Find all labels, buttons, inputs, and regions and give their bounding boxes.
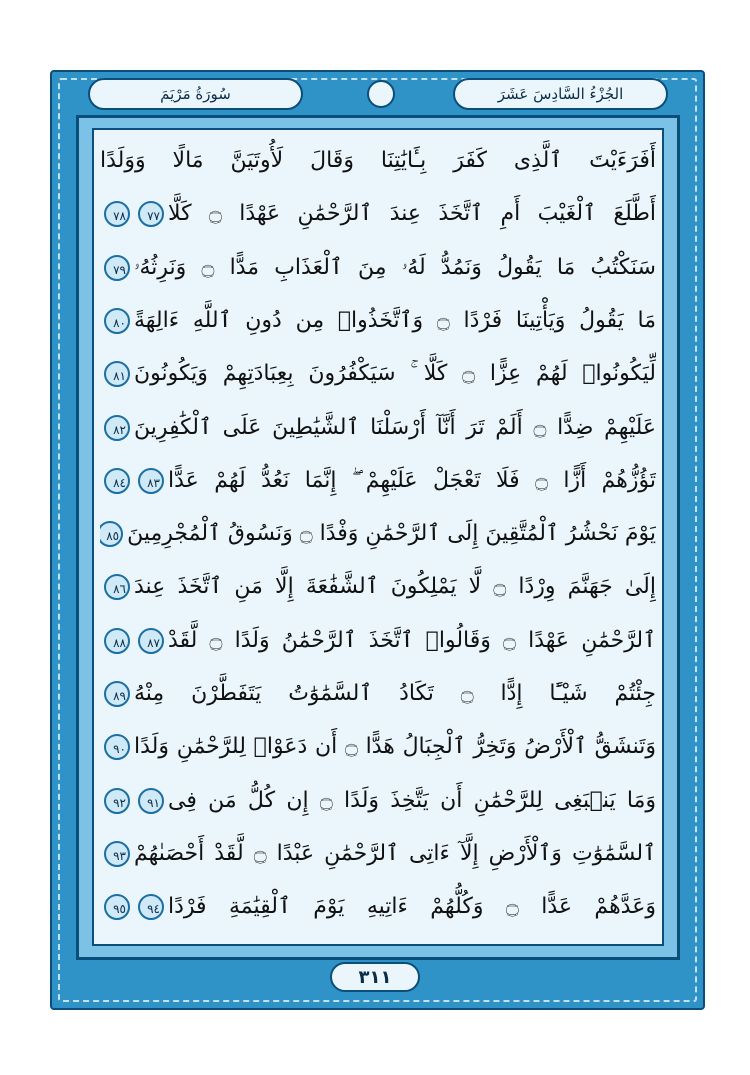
verse-text: سَنَكْتُبُ مَا يَقُولُ وَنَمُدُّ لَهُۥ مِنَ ٱلْعَذَابِ مَدًّا ۝ وَنَرِثُهُۥ bbox=[134, 254, 656, 280]
ayah-marker-icon: ٩٣ bbox=[104, 841, 130, 867]
verse-line bbox=[100, 669, 656, 719]
verse-text: عَلَيْهِمْ ضِدًّا ۝ أَلَمْ تَرَ أَنَّآ أَرْسَلْنَا ٱلشَّيَٰطِينَ عَلَى ٱلْكَٰفِرِينَ bbox=[134, 414, 656, 440]
verse-line bbox=[100, 456, 656, 506]
ayah-marker-icon: ٩٤ bbox=[138, 894, 164, 920]
verse-line bbox=[100, 296, 656, 346]
ayah-marker-icon: ٩٥ bbox=[104, 894, 130, 920]
surah-title: سُورَةُ مَرْيَمَ bbox=[88, 78, 303, 110]
verse-text: إِلَىٰ جَهَنَّمَ وِرْدًا ۝ لَّا يَمْلِكُونَ ٱلشَّفَٰعَةَ إِلَّا مَنِ ٱتَّخَذَ عِندَ bbox=[134, 574, 656, 600]
header-rosette-icon bbox=[367, 80, 395, 108]
ayah-marker-icon: ٨٦ bbox=[104, 574, 130, 600]
verse-text: ٱلرَّحْمَٰنِ عَهْدًا ۝ وَقَالُوا۟ ٱتَّخَذَ ٱلرَّحْمَٰنُ وَلَدًا ۝ لَّقَدْ bbox=[168, 627, 656, 653]
ayah-marker-icon: ٩٠ bbox=[104, 734, 130, 760]
ayah-marker-icon: ٨٧ bbox=[138, 628, 164, 654]
ayah-marker-icon: ٩١ bbox=[138, 788, 164, 814]
verse-text: أَطَّلَعَ ٱلْغَيْبَ أَمِ ٱتَّخَذَ عِندَ ٱلرَّحْمَٰنِ عَهْدًا ۝ كَلَّا bbox=[168, 201, 656, 227]
ayah-marker-icon: ٨١ bbox=[104, 361, 130, 387]
verse-text: لِّيَكُونُوا۟ لَهُمْ عِزًّا ۝ كَلَّا ۚ سَيَكْفُرُونَ بِعِبَادَتِهِمْ وَيَكُونُونَ bbox=[134, 361, 656, 387]
juz-title: الجُزْءُ السَّادِسَ عَشَرَ bbox=[453, 78, 668, 110]
verse-text: وَمَا يَنۢبَغِى لِلرَّحْمَٰنِ أَن يَتَّخِذَ وَلَدًا ۝ إِن كُلُّ مَن فِى bbox=[168, 787, 656, 813]
verse-text: يَوْمَ نَحْشُرُ ٱلْمُتَّقِينَ إِلَى ٱلرَّحْمَٰنِ وَفْدًا ۝ وَنَسُوقُ ٱلْمُجْرِمِينَ bbox=[127, 521, 656, 547]
ayah-marker-icon: ٨٣ bbox=[138, 468, 164, 494]
verse-text: تَؤُزُّهُمْ أَزًّا ۝ فَلَا تَعْجَلْ عَلَيْهِمْ ۖ إِنَّمَا نَعُدُّ لَهُمْ عَدًّا bbox=[168, 467, 656, 493]
verse-lines bbox=[100, 136, 656, 936]
verse-text: أَفَرَءَيْتَ ٱلَّذِى كَفَرَ بِـَٔايَٰتِنَا وَقَالَ لَأُوتَيَنَّ مَالًا وَوَلَدًا bbox=[100, 148, 656, 173]
verse-text: وَعَدَّهُمْ عَدًّا ۝ وَكُلُّهُمْ ءَاتِيهِ يَوْمَ ٱلْقِيَٰمَةِ فَرْدًا bbox=[168, 894, 656, 920]
verse-line bbox=[100, 722, 656, 772]
ayah-marker-icon: ٩٢ bbox=[104, 788, 130, 814]
ayah-marker-icon: ٨٠ bbox=[104, 308, 130, 334]
verse-line bbox=[100, 562, 656, 612]
verse-text: مَا يَقُولُ وَيَأْتِينَا فَرْدًا ۝ وَٱتَّخَذُوا۟ مِن دُونِ ٱللَّهِ ءَالِهَةً bbox=[134, 307, 656, 333]
ayah-marker-icon: ٨٢ bbox=[104, 415, 130, 441]
verse-line bbox=[100, 349, 656, 399]
ayah-marker-icon: ٨٩ bbox=[104, 681, 130, 707]
verse-text: وَتَنشَقُّ ٱلْأَرْضُ وَتَخِرُّ ٱلْجِبَالُ هَدًّا ۝ أَن دَعَوْا۟ لِلرَّحْمَٰنِ وَلَدًا bbox=[134, 734, 656, 760]
verse-line bbox=[100, 829, 656, 879]
ayah-marker-icon: ٧٧ bbox=[138, 201, 164, 227]
ayah-marker-icon: ٨٤ bbox=[104, 468, 130, 494]
verse-line bbox=[100, 616, 656, 666]
ayah-marker-icon: ٧٨ bbox=[104, 201, 130, 227]
verse-line bbox=[100, 403, 656, 453]
verse-line bbox=[100, 243, 656, 293]
verse-line bbox=[100, 776, 656, 826]
ayah-marker-icon: ٨٨ bbox=[104, 628, 130, 654]
verse-line bbox=[100, 136, 656, 186]
page-number: ٣١١ bbox=[330, 962, 420, 992]
verse-text: ٱلسَّمَٰوَٰتِ وَٱلْأَرْضِ إِلَّآ ءَاتِى ٱلرَّحْمَٰنِ عَبْدًا ۝ لَّقَدْ أَحْصَىٰهُمْ bbox=[134, 840, 656, 866]
verse-line bbox=[100, 882, 656, 932]
ayah-marker-icon: ٧٩ bbox=[104, 255, 130, 281]
verse-line bbox=[100, 189, 656, 239]
ayah-marker-icon: ٨٥ bbox=[100, 521, 123, 547]
verse-line bbox=[100, 509, 656, 559]
verse-text: جِئْتُمْ شَيْـًٔا إِدًّا ۝ تَكَادُ ٱلسَّمَٰوَٰتُ يَتَفَطَّرْنَ مِنْهُ bbox=[134, 681, 656, 706]
